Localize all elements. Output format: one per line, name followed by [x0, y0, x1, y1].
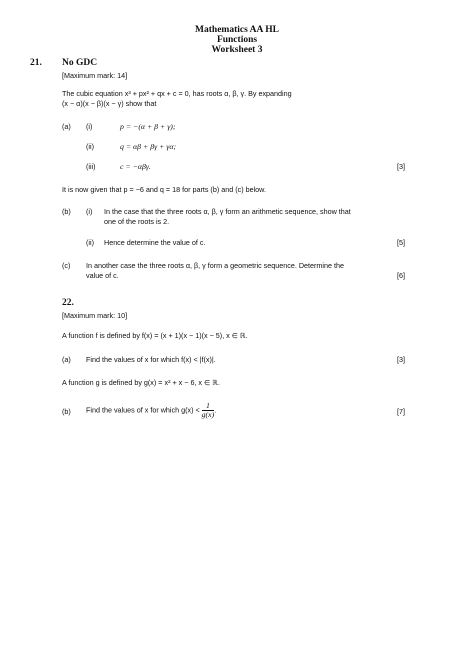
worksheet-number: Worksheet 3: [211, 45, 263, 55]
fraction-denominator: g(x): [201, 410, 215, 419]
q22-part-b-text-row: [86, 402, 216, 419]
part-c-line2: value of c.: [86, 271, 119, 280]
part-b-i-line2: one of the roots is 2.: [104, 217, 170, 226]
part-a-i-label: (i): [86, 122, 93, 131]
question-21-given: It is now given that p = −6 and q = 18 for parts (b) and (c) below.: [62, 185, 266, 194]
part-b-ii-label: (ii): [86, 238, 94, 247]
part-b-i-label: (i): [86, 207, 93, 216]
part-a-iii-text: c = −αβγ.: [120, 162, 151, 171]
fraction-numerator: 1: [202, 402, 215, 411]
question-22-max-mark: [Maximum mark: 10]: [62, 311, 128, 320]
function-f-definition: A function f is defined by f(x) = (x + 1)(x − 1)(x − 5), x ∈ ℝ.: [62, 331, 248, 340]
part-b-label: (b): [62, 207, 71, 216]
q22-part-a-text: Find the values of x for which f(x) < |f(x)|.: [86, 355, 216, 364]
part-a-label: (a): [62, 122, 71, 131]
worksheet-title: Mathematics AA HL: [195, 25, 279, 35]
q22-part-b-fraction: [202, 402, 215, 419]
part-a-marks: [3]: [397, 162, 405, 171]
q22-part-b-end: .: [214, 405, 217, 415]
question-21-intro-line2: (x − α)(x − β)(x − γ) show that: [62, 99, 157, 108]
function-g-definition: A function g is defined by g(x) = x² + x − 6, x ∈ ℝ.: [62, 378, 220, 387]
part-c-line1: In another case the three roots α, β, γ form a geometric sequence. Determine the: [86, 261, 344, 270]
question-21-intro-line1: The cubic equation x³ + px² + qx + c = 0, has roots α, β, γ. By expanding: [62, 89, 292, 98]
q22-part-a-label: (a): [62, 355, 71, 364]
question-21-number: 21.: [30, 58, 42, 68]
part-a-ii-text: q = αβ + βγ + γα;: [120, 142, 177, 151]
part-c-marks: [6]: [397, 271, 405, 280]
q22-part-b-marks: [7]: [397, 407, 405, 416]
part-a-iii-label: (iii): [86, 162, 96, 171]
question-21-tag: No GDC: [62, 58, 98, 68]
q22-part-a-marks: [3]: [397, 355, 405, 364]
part-b-ii-text: Hence determine the value of c.: [104, 238, 206, 247]
part-c-label: (c): [62, 261, 71, 270]
worksheet-topic: Functions: [216, 35, 258, 45]
q22-part-b-label: (b): [62, 407, 71, 416]
part-a-i-text: p = −(α + β + γ);: [120, 122, 176, 131]
part-b-i-line1: In the case that the three roots α, β, γ form an arithmetic sequence, show that: [104, 207, 351, 216]
question-22-number: 22.: [62, 298, 74, 308]
question-21-max-mark: [Maximum mark: 14]: [62, 71, 128, 80]
q22-part-b-text: Find the values of x for which g(x) <: [86, 405, 200, 415]
part-b-marks: [5]: [397, 238, 405, 247]
part-a-ii-label: (ii): [86, 142, 94, 151]
